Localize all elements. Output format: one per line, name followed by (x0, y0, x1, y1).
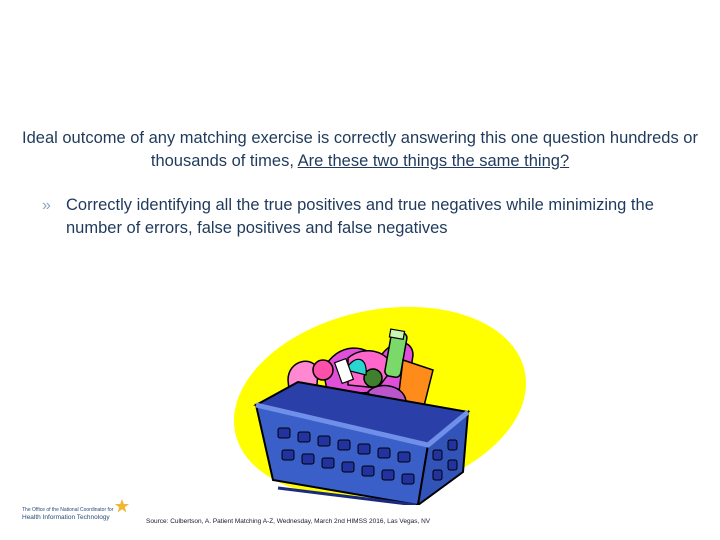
intro-paragraph (20, 127, 700, 173)
logo-line2: Health Information Technology (22, 514, 110, 521)
source-text: Source: Culbertson, A. Patient Matching A-Z, Wednesday, March 2nd (146, 518, 345, 525)
bullet-item (42, 194, 702, 240)
source-text-after: HIMSS 2016, Las Vegas, NV (346, 518, 431, 525)
bullet-mark: » (42, 197, 51, 214)
source-citation (146, 518, 430, 525)
star-icon (114, 498, 130, 514)
key-question: Are these two things the same thing? (297, 152, 570, 170)
bullet-text: Correctly identifying all the true positives and true negatives while minimizing the number of errors, false positives and false negatives (66, 196, 654, 237)
onc-logo (22, 496, 134, 530)
laundry-basket-icon (228, 300, 528, 505)
logo-line1: The Office of the National Coordinator for (22, 507, 114, 513)
intro-text: Ideal outcome of any matching exercise is correctly answering this one question hundreds or thousands of times, (22, 129, 698, 170)
